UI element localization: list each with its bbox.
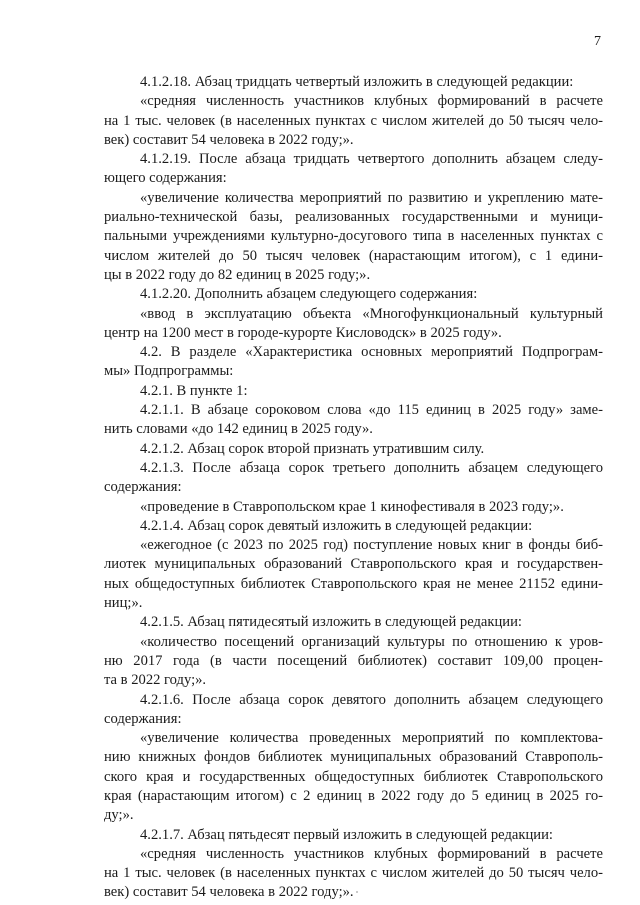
text-line: ных общедоступных библиотек Ставропольского края не менее 21152 едини- [104, 575, 603, 592]
paragraph [104, 517, 603, 536]
paragraph [104, 613, 603, 632]
text-line: пальными учреждениями культурно-досугового типа в населенных пунктах с [104, 228, 603, 245]
paragraph [104, 189, 603, 285]
document-body [104, 73, 603, 903]
paragraph [104, 826, 603, 845]
text-line: содержания: [104, 479, 182, 496]
text-line: «средняя численность участников клубных формирований в расчете [140, 845, 603, 862]
text-line: содержания: [104, 710, 182, 727]
scan-speck [356, 891, 358, 893]
text-line: «ввод в эксплуатацию объекта «Многофункциональный культурный [140, 305, 603, 322]
text-line: та в 2022 году;». [104, 672, 207, 689]
text-line: 4.2.1.1. В абзаце сороковом слова «до 115 единиц в 2025 году» заме- [140, 402, 603, 419]
text-line: век) составит 54 человека в 2022 году;». [104, 131, 354, 148]
text-line: ского края и государственных общедоступных библиотек Ставропольского [104, 768, 603, 785]
text-line: 4.1.2.18. Абзац тридцать четвертый изложить в следующей редакции: [140, 74, 574, 90]
text-line: 4.2.1.3. После абзаца сорок третьего дополнить абзацем следующего [140, 459, 603, 476]
text-line: на 1 тыс. человек (в населенных пунктах с числом жителей до 50 тысяч чело- [104, 112, 603, 129]
text-line: центр на 1200 мест в городе-курорте Кисловодск» в 2025 году». [104, 324, 502, 341]
paragraph [104, 536, 603, 613]
text-line: лиотек муниципальных образований Ставропольского края и государствен- [104, 556, 603, 573]
page-number: 7 [594, 34, 601, 49]
text-line: 4.1.2.19. После абзаца тридцать четвертого дополнить абзацем следу- [140, 151, 603, 168]
text-line: 4.2. В разделе «Характеристика основных мероприятий Подпрограм- [140, 344, 603, 361]
text-line: нить словами «до 142 единиц в 2025 году». [104, 421, 373, 438]
text-line: 4.2.1. В пункте 1: [140, 382, 248, 399]
paragraph [104, 401, 603, 440]
text-line: 4.1.2.20. Дополнить абзацем следующего содержания: [140, 286, 478, 303]
text-line: ниц;». [104, 595, 143, 612]
text-line: век) составит 54 человека в 2022 году;». [104, 884, 354, 901]
text-line: нию книжных фондов библиотек муниципальных образований Ставрополь- [104, 749, 603, 766]
paragraph [104, 285, 603, 304]
paragraph [104, 382, 603, 401]
text-line: ню 2017 года (в части посещений библиотек) составит 109,00 процен- [104, 652, 603, 669]
text-line: 4.2.1.6. После абзаца сорок девятого дополнить абзацем следующего [140, 691, 603, 708]
text-line: ющего содержания: [104, 170, 227, 187]
paragraph [104, 305, 603, 344]
text-line: риально-технической базы, реализованных государственными и муници- [104, 209, 603, 226]
text-line: «средняя численность участников клубных формирований в расчете [140, 93, 603, 110]
paragraph [104, 343, 603, 382]
text-line: ду;». [104, 807, 134, 824]
paragraph [104, 691, 603, 730]
text-line: 4.2.1.2. Абзац сорок второй признать утратившим силу. [140, 440, 485, 457]
paragraph [104, 440, 603, 459]
paragraph [104, 633, 603, 691]
text-line: 4.2.1.4. Абзац сорок девятый изложить в следующей редакции: [140, 517, 533, 534]
paragraph [104, 845, 603, 903]
text-line: «количество посещений организаций культуры по отношению к уров- [140, 633, 603, 650]
text-line: края (нарастающим итогом) с 2 единиц в 2022 году до 5 единиц в 2025 го- [104, 787, 603, 804]
text-line: 4.2.1.7. Абзац пятьдесят первый изложить в следующей редакции: [140, 826, 553, 843]
text-line: на 1 тыс. человек (в населенных пунктах с числом жителей до 50 тысяч чело- [104, 865, 603, 882]
paragraph [104, 73, 603, 92]
paragraph [104, 459, 603, 498]
text-line: «ежегодное (с 2023 по 2025 год) поступление новых книг в фонды биб- [140, 537, 603, 554]
text-line: «увеличение количества проведенных мероприятий по комплектова- [140, 730, 603, 747]
text-line: числом жителей до 50 тысяч человек (нарастающим итогом), с 1 едини- [104, 247, 603, 264]
text-line: цы в 2022 году до 82 единиц в 2025 году;». [104, 266, 371, 283]
text-line: 4.2.1.5. Абзац пятидесятый изложить в следующей редакции: [140, 614, 522, 631]
paragraph [104, 729, 603, 825]
paragraph [104, 92, 603, 150]
text-line: «проведение в Ставропольском крае 1 кинофестиваля в 2023 году;». [140, 498, 564, 515]
paragraph [104, 498, 603, 517]
text-line: «увеличение количества мероприятий по развитию и укреплению мате- [140, 189, 603, 206]
paragraph [104, 150, 603, 189]
text-line: мы» Подпрограммы: [104, 363, 234, 380]
